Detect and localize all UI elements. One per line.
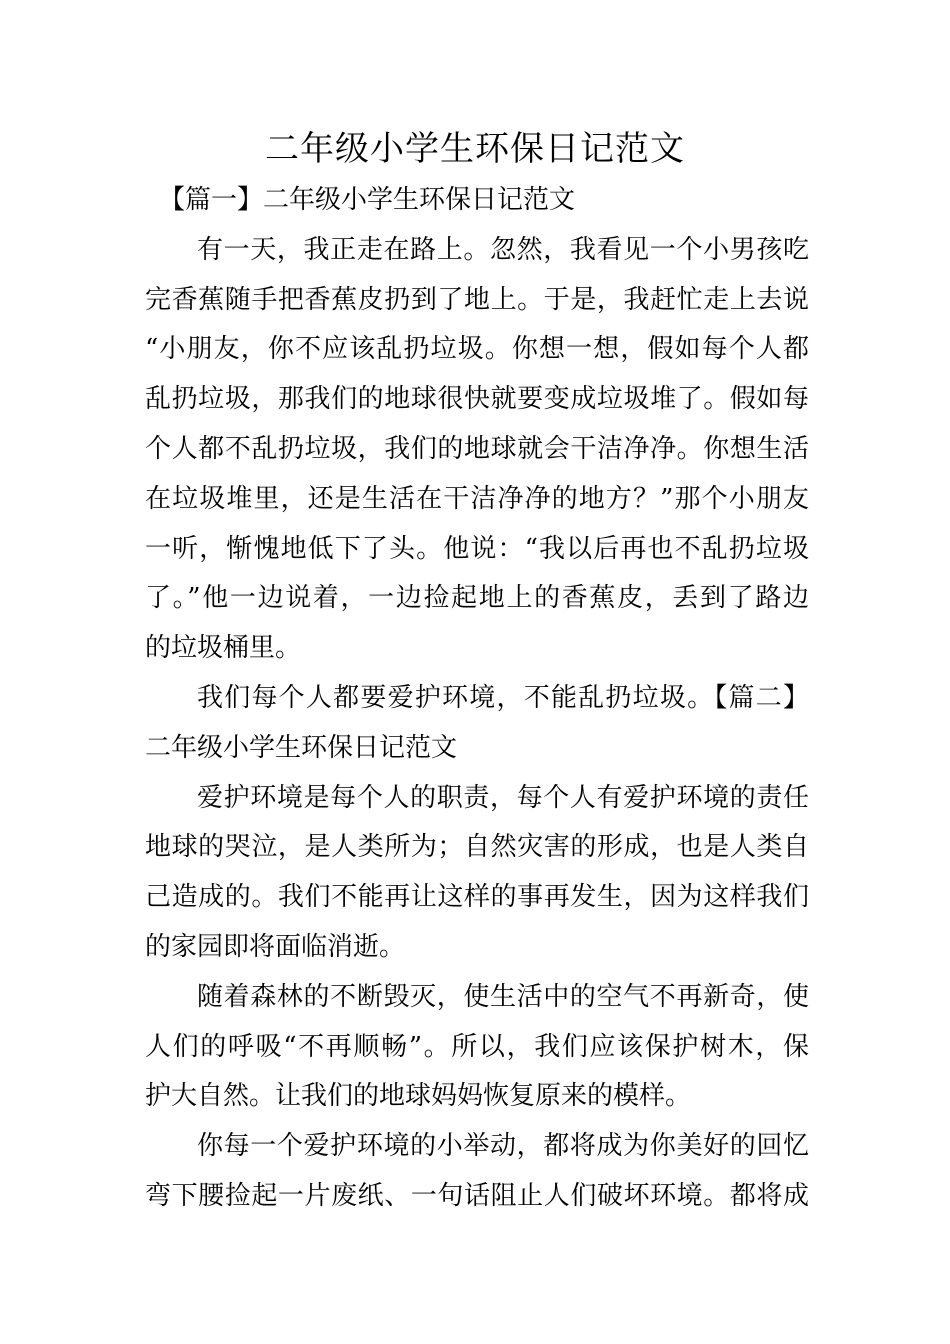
paragraph-line: 己造成的。我们不能再让这样的事再发生，因为这样我们 xyxy=(145,882,809,913)
document-title: 二年级小学生环保日记范文 xyxy=(265,129,685,169)
document-body xyxy=(145,176,809,1222)
paragraph-line: “小朋友，你不应该乱扔垃圾。你想一想，假如每个人都 xyxy=(145,334,809,365)
paragraph-line: 护大自然。让我们的地球妈妈恢复原来的模样。 xyxy=(145,1081,692,1112)
paragraph-line: 我们每个人都要爱护环境，不能乱扔垃圾。【篇二】 xyxy=(197,682,809,713)
paragraph-line: 乱扔垃圾，那我们的地球很快就要变成垃圾堆了。假如每 xyxy=(145,384,809,415)
paragraph-line: 爱护环境是每个人的职责，每个人有爱护环境的责任 xyxy=(197,782,809,813)
paragraph-line: 地球的哭泣，是人类所为；自然灾害的形成，也是人类自 xyxy=(145,832,809,863)
paragraph-line: 有一天，我正走在路上。忽然，我看见一个小男孩吃 xyxy=(197,234,809,265)
paragraph-line: 的家园即将面临消逝。 xyxy=(145,931,406,962)
paragraph-line: 二年级小学生环保日记范文 xyxy=(145,732,458,763)
paragraph-line: 人们的呼吸“不再顺畅”。所以，我们应该保护树木，保 xyxy=(145,1031,809,1062)
paragraph-line: 的垃圾桶里。 xyxy=(145,633,302,664)
paragraph-line: 你每一个爱护环境的小举动，都将成为你美好的回忆 xyxy=(197,1131,809,1162)
paragraph-line: 在垃圾堆里，还是生活在干洁净净的地方？”那个小朋友 xyxy=(145,483,809,514)
paragraph-line: 了。”他一边说着，一边捡起地上的香蕉皮，丢到了路边 xyxy=(145,583,809,614)
paragraph-line: 随着森林的不断毁灭，使生活中的空气不再新奇，使 xyxy=(197,981,809,1012)
paragraph-line: 弯下腰捡起一片废纸、一句话阻止人们破坏环境。都将成 xyxy=(145,1180,809,1211)
section-heading: 【篇一】二年级小学生环保日记范文 xyxy=(159,185,576,215)
paragraph-line: 个人都不乱扔垃圾，我们的地球就会干洁净净。你想生活 xyxy=(145,433,809,464)
paragraph-line: 一听，惭愧地低下了头。他说：“我以后再也不乱扔垃圾 xyxy=(145,533,809,564)
paragraph-line: 完香蕉随手把香蕉皮扔到了地上。于是，我赶忙走上去说 xyxy=(145,284,809,315)
